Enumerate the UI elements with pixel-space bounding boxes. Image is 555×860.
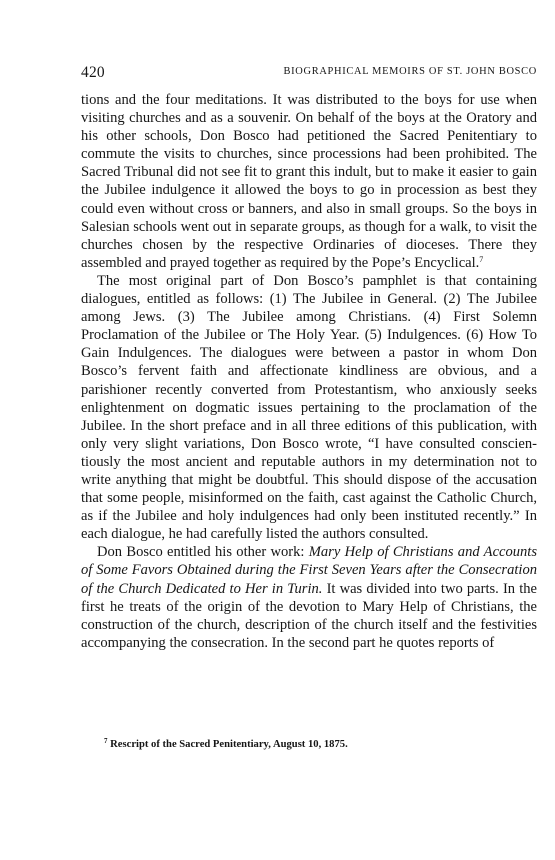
footnote-reference: 7 bbox=[479, 254, 484, 264]
footnote-marker: 7 bbox=[104, 737, 108, 745]
footnote-text: Rescript of the Sacred Penitentiary, August 10, 1875. bbox=[110, 739, 348, 750]
page-number: 420 bbox=[81, 64, 105, 81]
paragraph-1-text: tions and the four meditations. It was distributed to the boys for use when visiting churches and as a souvenir. On behalf of the boys at the Oratory and his other schools, Don Bosco had petitioned the Sacred Penitentiary to commute the visits to churches, since processions had been prohibited. The Sacred Tribunal did not see fit to grant this indult, but to make it easier to gain the Jubilee indulgence it allowed the boys to go in procession as best they could even without cross or banners, and also in small groups. So the boys in Salesian schools went out in separate groups, as though for a walk, to visit the churches chosen by the respective Ordinaries of dioceses. There they assembled and prayed together as required by the Pope’s Encyclical. bbox=[81, 92, 537, 271]
body-text bbox=[81, 91, 537, 652]
footnote bbox=[104, 738, 537, 752]
paragraph-3 bbox=[81, 543, 537, 652]
paragraph-2: The most original part of Don Bosco’s pamphlet is that containing dialogues, entitled as follows: (1) The Jubilee in General. (2) The Jubilee among Jews. (3) The Jubilee among Christians. (4) First Solemn Proclamation of the Jubilee or The Holy Year. (5) Indulgences. (6) How To Gain Indulgences. The dialogues were between a pastor in whom Don Bosco’s fervent faith and affectionate kindliness are obvious, and a parishioner recently converted from Protestantism, who anxiously seeks enlightenment on dogmatic issues pertaining to the proclamation of the Jubilee. In the short preface and in all three editions of this publication, with only very slight variations, Don Bosco wrote, “I have consulted conscientiously the most ancient and reputable authors in my determination not to write anything that might be doubtful. This should dispose of the accusation that some people, misinformed on the faith, cast against the Catholic Church, as if the Jubilee and holy indulgences had only been instituted recently.” In each dialogue, he had carefully listed the authors consulted. bbox=[81, 272, 537, 543]
running-title: BIOGRAPHICAL MEMOIRS OF ST. JOHN BOSCO bbox=[283, 66, 537, 77]
page-header bbox=[81, 64, 537, 84]
paragraph-3-lead: Don Bosco entitled his other work: bbox=[97, 544, 309, 561]
paragraph-1 bbox=[81, 91, 537, 272]
paragraph-3-rest: It was divided into two parts. In the first he treats of the origin of the devotion to Mary Help of Christians, the construction of the church, description of the church itself and the festivities accompanying the consecration. In the second part he quotes reports of bbox=[81, 580, 537, 651]
book-title: Mary Help of Christians and Accounts of Some Favors Obtained during the First Seven Years after the Consecration of the Church Dedicated to Her in Turin. bbox=[81, 544, 537, 597]
